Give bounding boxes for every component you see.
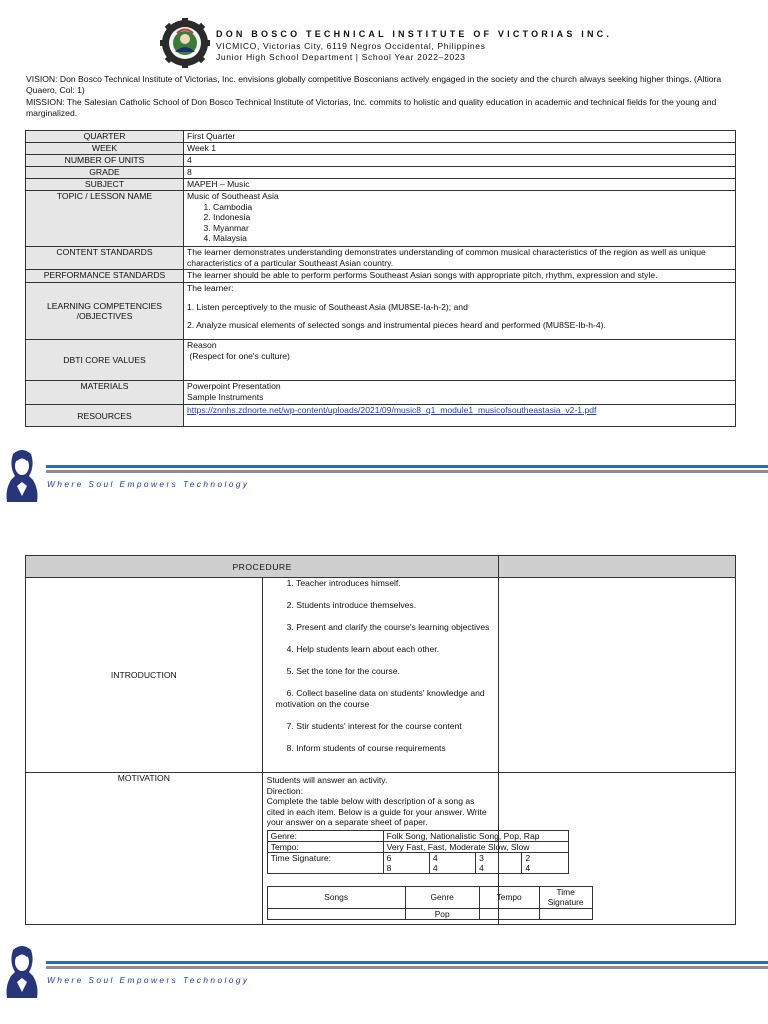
topic-country-list [187,202,732,244]
list-item: 5. Set the tone for the course. [286,666,400,676]
list-item: 3. Present and clarify the course's learning objectives [286,622,490,632]
topic-value [184,191,736,247]
motivation-notes [499,773,736,925]
tempo-header: Tempo [479,886,539,908]
table-row [26,405,736,427]
footer-gray-stripe [46,470,768,473]
table-row [26,131,736,143]
competencies-value [184,283,736,340]
genre-cell[interactable]: Pop [405,908,479,919]
list-item: 4. Help students learn about each other. [286,644,440,654]
ts-bottom: 8 [386,862,392,873]
ts-bottom: 4 [525,862,531,873]
table-row [267,830,568,841]
motivation-instructions [267,773,495,830]
footer-tagline: Where Soul Empowers Technology [47,975,250,985]
grade-value: 8 [184,167,736,179]
resource-link[interactable]: https://znnhs.zdnorte.net/wp-content/uploads/2021/09/music8_q1_module1_musicofsoutheastasia_v2-1.pdf [187,405,597,415]
ts-bottom: 4 [479,862,484,873]
motivation-label: MOTIVATION [26,773,263,925]
table-row [26,247,736,270]
subject-value: MAPEH – Music [184,179,736,191]
quarter-label: QUARTER [26,131,184,143]
mission-statement: MISSION: The Salesian Catholic School of Don Bosco Technical Institute of Victorias, Inc. commits to holistic and quality education in academic and technical fields for the young and marginalized. [26,97,717,118]
table-row [26,179,736,191]
school-header [160,18,620,70]
list-item: 6. Collect baseline data on students' knowledge and motivation on the course [275,688,485,709]
resources-value [184,405,736,427]
competency-item: 2. Analyze musical elements of selected songs and instrumental pieces heard and performed (MU8SE-Ib-h-4). [187,320,606,331]
table-row [26,578,736,773]
list-item: 1. Cambodia [213,202,732,213]
tempo-label: Tempo: [267,841,383,852]
table-row [26,340,736,381]
lesson-plan-table [25,130,736,427]
footer-tagline: Where Soul Empowers Technology [47,479,250,489]
list-item: 8. Inform students of course requirements [286,743,446,753]
motivation-content [262,773,584,925]
units-value: 4 [184,155,736,167]
department-line: Junior High School Department | School Year 2022–2023 [216,52,466,62]
ts-top: 6 [386,852,392,863]
ts-bottom: 4 [432,862,438,873]
list-item: 2. Indonesia [213,212,732,223]
time-signature-label: Time Signature: [267,852,383,873]
vision-statement: VISION: Don Bosco Technical Institute of Victorias, Inc. envisions globally competitive Bosconians actively engaged in the society and the church always seeking higher things. (Altiora Quaero, Col: 1) [26,74,722,95]
table-row [26,381,736,405]
material-item: Sample Instruments [187,391,264,402]
list-item: 4. Malaysia [213,233,732,244]
don-bosco-portrait-icon [3,446,41,502]
don-bosco-portrait-icon [3,942,41,998]
list-item: 7. Stir students' interest for the course content [286,721,462,731]
institute-name: DON BOSCO TECHNICAL INSTITUTE OF VICTORIAS INC. [216,29,613,39]
core-value-primary: Reason [187,340,217,350]
time-signature-option [383,852,429,873]
footer-gray-stripe [46,966,768,969]
genre-label: Genre: [267,830,383,841]
introduction-steps [262,578,499,773]
institute-address: VICMICO, Victorias City, 6119 Negros Occidental, Philippines [216,41,486,51]
motivation-line: Complete the table below with description of a song as cited in each item. Below is a guide for your answer. Write your answer on a separate sheet of paper. [266,796,487,828]
procedure-table [25,555,736,925]
table-row [26,283,736,340]
ts-top: 4 [432,852,438,863]
school-seal-icon [160,18,210,68]
tempo-options: Very Fast, Fast, Moderate Slow, Slow [383,841,568,852]
footer-blue-stripe [46,961,768,964]
list-item: 3. Myanmar [213,223,732,234]
motivation-line: Students will answer an activity. [266,775,388,785]
list-item: 1. Teacher introduces himself. [286,578,401,588]
table-row [26,556,736,578]
grade-label: GRADE [26,167,184,179]
units-label: NUMBER OF UNITS [26,155,184,167]
table-row [26,155,736,167]
genre-options: Folk Song, Nationalistic Song, Pop, Rap [383,830,568,841]
quarter-value: First Quarter [184,131,736,143]
materials-value [184,381,736,405]
material-item: Powerpoint Presentation [187,381,281,391]
time-signature-option [429,852,475,873]
topic-label: TOPIC / LESSON NAME [26,191,184,247]
subject-label: SUBJECT [26,179,184,191]
table-row [26,191,736,247]
ts-top: 2 [525,852,531,863]
table-row [267,841,568,852]
content-standards-label: CONTENT STANDARDS [26,247,184,270]
core-values-value [184,340,736,381]
resources-label: RESOURCES [26,405,184,427]
core-values-label: DBTI CORE VALUES [26,340,184,381]
introduction-notes [499,578,736,773]
core-value-note: (Respect for one's culture) [187,350,290,361]
content-standards-value: The learner demonstrates understanding demonstrates understanding of common musical characteristics of the region as well as unique characteristics of a particular Southeast Asian country. [184,247,736,270]
introduction-label: INTRODUCTION [26,578,263,773]
performance-standards-label: PERFORMANCE STANDARDS [26,270,184,283]
table-row [26,143,736,155]
list-item: 2. Students introduce themselves. [286,600,417,610]
table-row [26,270,736,283]
procedure-header: PROCEDURE [26,556,499,578]
table-row [26,167,736,179]
materials-label: MATERIALS [26,381,184,405]
competency-item: 1. Listen perceptively to the music of Southeast Asia (MU8SE-Ia-h-2); and [187,301,468,312]
procedure-notes-header [499,556,736,578]
performance-standards-value: The learner should be able to perform performs Southeast Asian songs with appropriate pitch, rhythm, expression and style. [184,270,736,283]
page-footer [0,942,768,1002]
table-row [26,773,736,925]
genre-header: Genre [405,886,479,908]
week-value: Week 1 [184,143,736,155]
topic-title: Music of Southeast Asia [187,191,279,201]
competencies-intro: The learner: [187,283,234,293]
songs-header: Songs [267,886,405,908]
week-label: WEEK [26,143,184,155]
song-cell[interactable] [267,908,405,919]
competencies-label: LEARNING COMPETENCIES /OBJECTIVES [26,283,184,340]
footer-blue-stripe [46,465,768,468]
motivation-line: Direction: [266,785,303,796]
page-footer [0,446,768,506]
ts-top: 3 [479,852,484,863]
time-signature-header: Time Signature [539,886,592,908]
